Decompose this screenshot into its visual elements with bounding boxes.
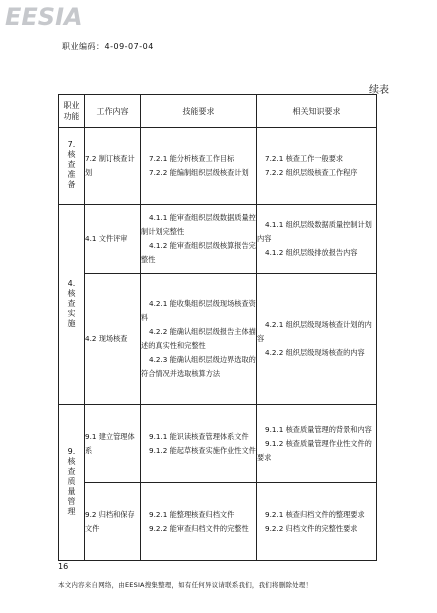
skills-cell — [141, 274, 257, 405]
knowledge-cell — [257, 483, 377, 561]
eesia-logo — [3, 2, 113, 30]
table-row — [59, 205, 377, 274]
skills-cell — [141, 483, 257, 561]
skill-item: 4.2.3 能确认组织层级边界选取的符合情况并选取核算方法 — [141, 355, 256, 378]
knowledge-item: 4.2.1 组织层级现场核查计划的内容 — [257, 320, 372, 343]
knowledge-item: 7.2.1 核查工作一般要求 — [265, 154, 344, 163]
table-row — [59, 274, 377, 405]
content-cell: 7.2 制订核查计划 — [85, 128, 141, 205]
skill-item: 9.1.2 能起草核查实施作业性文件 — [149, 445, 256, 455]
skill-item: 4.1.1 能审查组织层级数据质量控制计划完整性 — [141, 213, 256, 236]
skill-item: 9.1.1 能识读核查管理体系文件 — [149, 431, 249, 441]
knowledge-cell — [257, 128, 377, 205]
knowledge-item: 4.1.1 组织层级数据质量控制计划内容 — [257, 220, 372, 243]
continued-label: 续表 — [369, 85, 389, 96]
logo-text: EESIA — [5, 3, 83, 30]
footer-disclaimer: 本文内容来自网络，由EESIA搜集整理，如有任何异议请联系我们，我们将删除处理！ — [58, 581, 313, 589]
skills-cell — [141, 128, 257, 205]
skills-cell — [141, 205, 257, 274]
knowledge-cell — [257, 405, 377, 483]
header-knowledge: 相关知识要求 — [257, 95, 377, 128]
header-function: 职业功能 — [59, 95, 85, 128]
header-content: 工作内容 — [85, 95, 141, 128]
knowledge-item: 9.1.1 核查质量管理的背景和内容 — [265, 424, 372, 434]
skill-item: 7.2.1 能分析核查工作目标 — [149, 154, 235, 163]
function-cell: 9. 核查质量管理 — [59, 405, 85, 561]
knowledge-cell — [257, 205, 377, 274]
function-cell: 4. 核查实施 — [59, 205, 85, 405]
knowledge-item: 9.2.1 核查归档文件的整理要求 — [265, 509, 365, 519]
function-cell: 7. 核查准备 — [59, 128, 85, 205]
knowledge-item: 4.1.2 组织层级排放报告内容 — [265, 248, 358, 257]
content-cell: 9.2 归档和保存文件 — [85, 483, 141, 561]
table-row — [59, 128, 377, 205]
occupation-code: 职业编码：4-09-07-04 — [62, 42, 154, 51]
skills-table — [58, 94, 377, 561]
knowledge-item: 9.1.2 核查质量管理作业性文件的要求 — [257, 438, 372, 462]
table-header-row — [59, 95, 377, 128]
skill-item: 7.2.2 能编制组织层级核查计划 — [149, 168, 249, 177]
skills-cell — [141, 405, 257, 483]
content-cell: 4.1 文件评审 — [85, 205, 141, 274]
skill-item: 9.2.2 能审查归档文件的完整性 — [149, 523, 249, 533]
knowledge-item: 4.2.2 组织层级现场核查的内容 — [265, 348, 365, 357]
skill-item: 4.2.1 能收集组织层级现场核查资料 — [141, 299, 256, 322]
knowledge-item: 9.2.2 归档文件的完整性要求 — [265, 523, 358, 533]
skill-item: 4.2.2 能确认组织层级报告主体描述的真实性和完整性 — [141, 327, 256, 350]
skill-item: 4.1.2 能审查组织层级核算报告完整性 — [141, 241, 256, 264]
page-number: 16 — [58, 562, 69, 571]
skill-item: 9.2.1 能整理核查归档文件 — [149, 509, 235, 519]
content-cell: 4.2 现场核查 — [85, 274, 141, 405]
content-cell: 9.1 建立管理体系 — [85, 405, 141, 483]
knowledge-cell — [257, 274, 377, 405]
table-row — [59, 405, 377, 483]
header-skills: 技能要求 — [141, 95, 257, 128]
knowledge-item: 7.2.2 组织层级核查工作程序 — [265, 168, 358, 177]
table-row — [59, 483, 377, 561]
